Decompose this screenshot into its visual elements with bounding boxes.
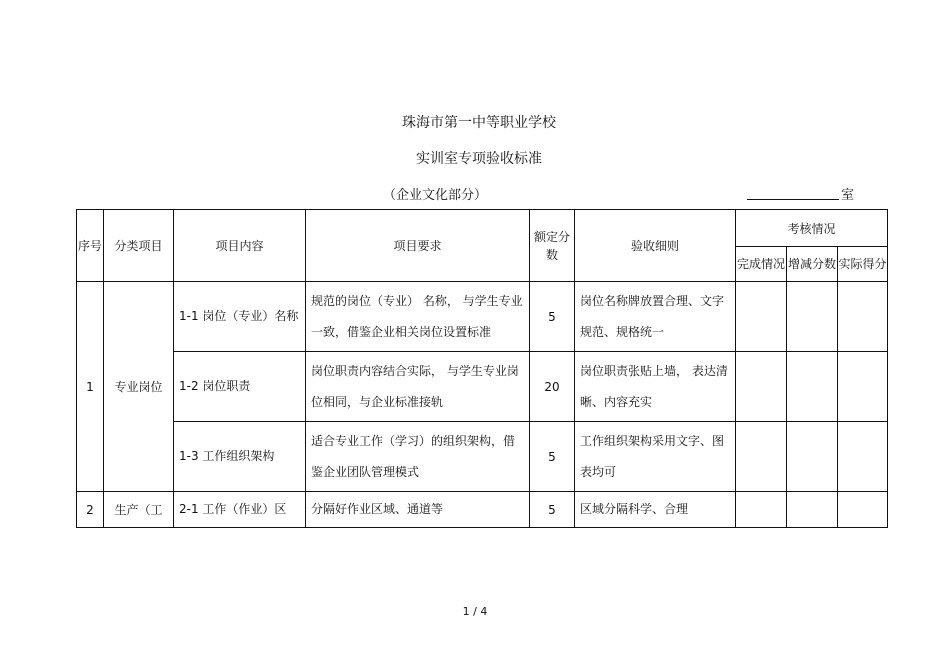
actual-cell [838,282,888,352]
actual-cell [838,352,888,422]
complete-cell [736,282,787,352]
requirement-cell: 岗位职责内容结合实际， 与学生专业岗位相同，与企业标准接轨 [306,352,530,422]
header-no: 序号 [77,210,104,282]
score-cell: 5 [530,422,575,492]
table-row [77,282,888,352]
header-complete: 完成情况 [736,247,787,282]
item-cell: 1-3 工作组织架构 [174,422,306,492]
item-cell: 1-1 岗位（专业）名称 [174,282,306,352]
detail-cell: 区域分隔科学、合理 [575,492,736,528]
detail-cell: 岗位职责张贴上墙， 表达清晰、内容充实 [575,352,736,422]
table-row [77,352,888,422]
document-title: 实训室专项验收标准 [416,151,542,167]
table-row [77,422,888,492]
adjust-cell [787,422,838,492]
score-cell: 5 [530,282,575,352]
header-requirement: 项目要求 [306,210,530,282]
complete-cell [736,352,787,422]
score-cell: 20 [530,352,575,422]
header-adjust: 增减分数 [787,247,838,282]
score-cell: 5 [530,492,575,528]
requirement-cell: 分隔好作业区域、通道等 [306,492,530,528]
acceptance-table [76,209,888,528]
complete-cell [736,422,787,492]
detail-cell: 岗位名称牌放置合理、文字规范、规格统一 [575,282,736,352]
adjust-cell [787,492,838,528]
actual-cell [838,492,888,528]
actual-cell [838,422,888,492]
adjust-cell [787,282,838,352]
requirement-cell: 适合专业工作（学习）的组织架构，借鉴企业团队管理模式 [306,422,530,492]
page-number: 1 / 4 [462,605,488,618]
header-assessment: 考核情况 [736,210,888,247]
header-score: 额定分数 [530,210,575,282]
row-category: 专业岗位 [104,282,174,492]
room-blank-line [747,199,839,200]
requirement-cell: 规范的岗位（专业） 名称， 与学生专业一致，借鉴企业相关岗位设置标准 [306,282,530,352]
item-cell: 2-1 工作（作业）区 [174,492,306,528]
row-no: 1 [77,282,104,492]
item-cell: 1-2 岗位职责 [174,352,306,422]
table-row [77,492,888,528]
detail-cell: 工作组织架构采用文字、图表均可 [575,422,736,492]
complete-cell [736,492,787,528]
header-detail: 验收细则 [575,210,736,282]
header-item: 项目内容 [174,210,306,282]
document-subtitle: （企业文化部分） [383,188,488,203]
header-category: 分类项目 [104,210,174,282]
school-title: 珠海市第一中等职业学校 [402,115,556,131]
row-no: 2 [77,492,104,528]
adjust-cell [787,352,838,422]
row-category: 生产（工 [104,492,174,528]
room-suffix: 室 [841,188,855,203]
header-actual: 实际得分 [838,247,888,282]
